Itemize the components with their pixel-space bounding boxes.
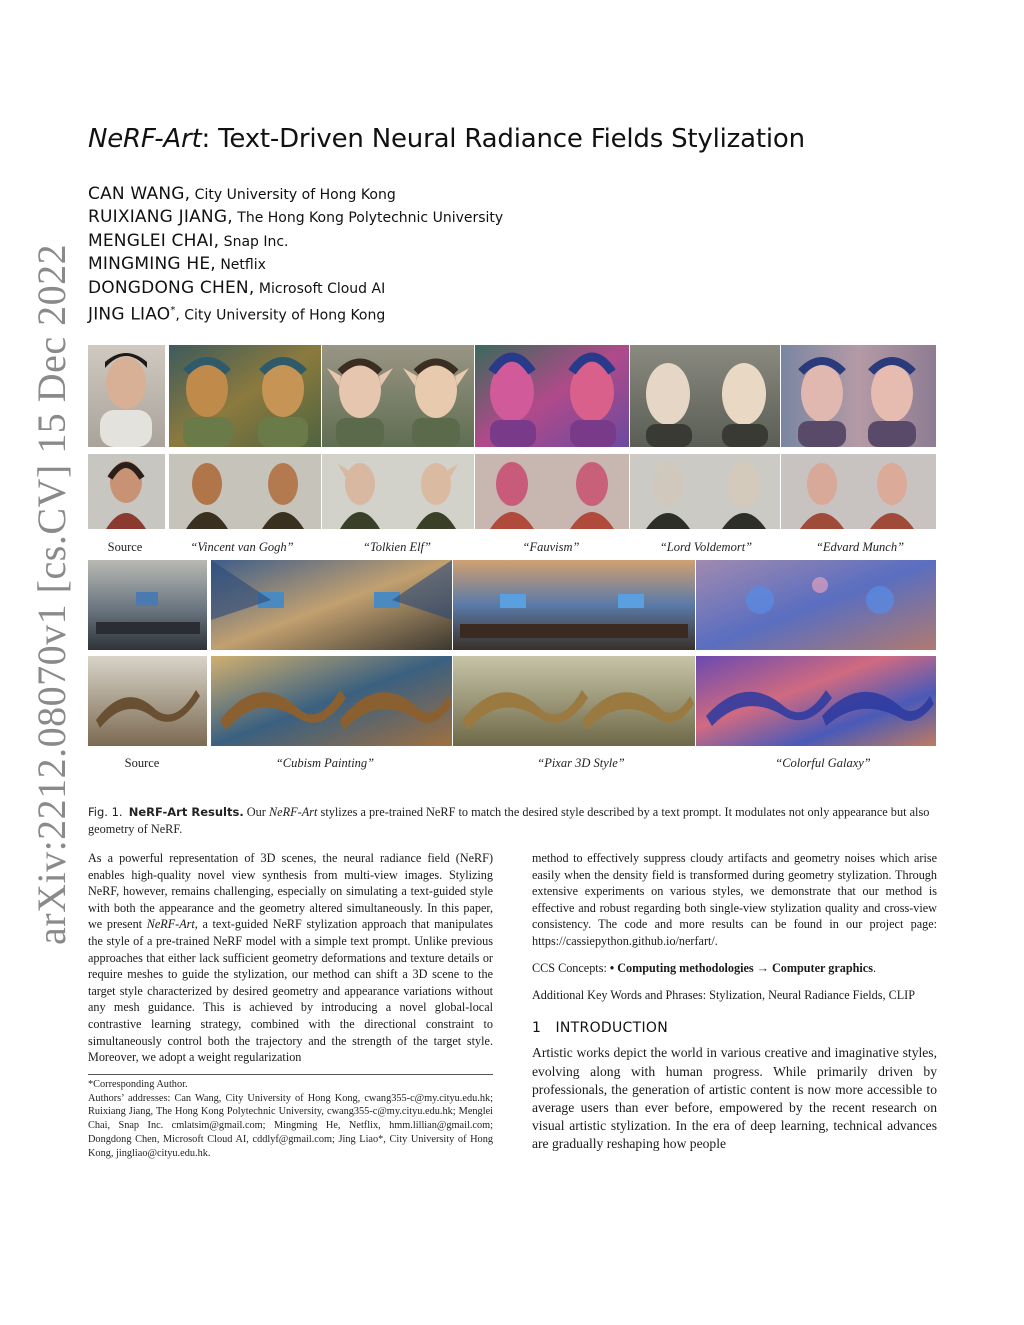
figure-caption-title: NeRF-Art Results. — [128, 805, 244, 819]
title-rest: : Text-Driven Neural Radiance Fields Stylization — [201, 124, 805, 154]
footnote-corresponding: *Corresponding Author. — [88, 1079, 188, 1090]
dinosaur-row — [88, 656, 936, 746]
author-affiliation: City University of Hong Kong — [190, 187, 396, 203]
abstract-text: As a powerful representation of 3D scenes, the neural radiance field (NeRF) enables high-quality novel view synthesis from multi-view images. Stylizing NeRF, however, remains challenging, especially on simulating a text-guided style with both the appearance and the geometry altered simultaneously. In this paper, we present — [88, 851, 493, 932]
label-fauvism: “Fauvism” — [522, 540, 580, 554]
arxiv-identifier: arXiv:2212.08070v1 [cs.CV] 15 Dec 2022 — [29, 243, 74, 945]
van-gogh-face-side — [169, 454, 321, 529]
abstract-left-column — [88, 850, 493, 1066]
label-source-faces: Source — [107, 540, 143, 554]
author-name: MENGLEI CHAI, — [88, 230, 220, 251]
label-cubism: “Cubism Painting” — [275, 756, 375, 770]
label-tolkien-elf: “Tolkien Elf” — [363, 540, 431, 554]
label-lord-voldemort: “Lord Voldemort” — [659, 540, 753, 554]
figure-number: Fig. 1. — [88, 805, 123, 819]
ccs-term: Computer graphics — [771, 960, 873, 975]
author-name: CAN WANG, — [88, 184, 191, 204]
abstract-paragraph — [88, 850, 493, 1066]
abstract-text: , a text-guided NeRF stylization approach that manipulates the style of a pre-trained NeRF model with a simple text prompt. Unlike previous approaches that either lack sufficient geometry deformations and texture details or require meshes to guide the stylization, our method can shift a 3D scene to the target style characterized by desired geometry and appearance variations without any mesh guidance. This is achieved by introducing a novel global-local contrastive learning strategy, combined with the directional constraint to simultaneously control both the trajectory and the strength of the target style. Moreover, we adopt a weight regularization — [88, 917, 494, 1065]
author-name: DONGDONG CHEN, — [88, 277, 255, 298]
footnote-rule — [88, 1074, 493, 1075]
author-affiliation: Netflix — [215, 257, 266, 274]
munch-face-side — [781, 454, 936, 529]
author-name: MINGMING HE, — [88, 254, 216, 275]
label-colorful-galaxy: “Colorful Galaxy” — [775, 756, 871, 770]
corresponding-mark: * — [170, 304, 176, 316]
author-affiliation: , City University of Hong Kong — [175, 307, 386, 324]
elf-face-side — [322, 454, 474, 529]
ccs-bullet: • — [609, 960, 618, 975]
keywords: Additional Key Words and Phrases: Stylization, Neural Radiance Fields, CLIP — [532, 988, 915, 1003]
abstract-right-column — [532, 850, 937, 1154]
face-row-front — [88, 345, 936, 447]
ccs-end: . — [872, 960, 876, 975]
face-row-side — [88, 454, 936, 529]
abstract-paragraph-continued: method to effectively suppress cloudy artifacts and geometry noises which arise easily when the density field is transformed during geometry stylization. Through extensive experiments on various styles, we demonstrate that our method is effective and robust regarding both single-view stylization quality and cross-view consistency. The code and more results can be found in our project page: https://cassiepython.github.io/nerfart/. — [532, 851, 937, 948]
galaxy-room — [696, 560, 936, 650]
author-name: JING LIAO — [88, 304, 171, 325]
ccs-concepts — [532, 960, 937, 977]
label-pixar: “Pixar 3D Style” — [537, 756, 625, 770]
author-affiliation: The Hong Kong Polytechnic University — [232, 210, 504, 227]
author-affiliation: Microsoft Cloud AI — [254, 280, 386, 297]
section-heading — [532, 1020, 937, 1037]
room-row — [88, 560, 936, 650]
label-van-gogh: “Vincent van Gogh” — [190, 540, 294, 554]
author-name: RUIXIANG JIANG, — [88, 207, 233, 228]
section-title: INTRODUCTION — [555, 1019, 668, 1036]
ccs-term: Computing methodologies — [617, 960, 754, 975]
section-number: 1 — [532, 1019, 542, 1036]
footnote-addresses: Authors’ addresses: Can Wang, City University of Hong Kong, cwang355-c@my.cityu.edu.hk; Ruixiang Jiang, The Hong Kong Polytechnic University, cwang355-c@my.cityu.edu.hk; Menglei Chai, Snap Inc. cmlatsim@gmail.com; Mingming He, Netflix, hmm.lillian@gmail.com; Dongdong Chen, Microsoft Cloud AI, cddlyf@gmail.com; Jing Liao*, City University of Hong Kong, jingliao@cityu.edu.hk. — [88, 1092, 493, 1159]
abstract-italic: NeRF-Art — [146, 917, 195, 932]
figure-caption — [88, 804, 938, 838]
ccs-prefix: CCS Concepts: — [532, 960, 610, 975]
caption-italic: NeRF-Art — [268, 805, 318, 819]
label-source-scenes: Source — [124, 756, 160, 770]
title-italic: NeRF-Art — [88, 124, 202, 154]
author-affiliation: Snap Inc. — [219, 233, 289, 250]
footnotes — [88, 1078, 493, 1160]
caption-text: stylizes a pre-trained NeRF to match the desired style described by a text prompt. It modulates not only appearance but also geometry of NeRF. — [88, 805, 930, 836]
caption-text: Our — [243, 805, 269, 819]
label-edvard-munch: “Edvard Munch” — [815, 540, 905, 554]
ccs-arrow: → — [753, 960, 772, 975]
introduction-text: Artistic works depict the world in various creative and imaginative styles, evolving along with human progress. While primarily driven by professionals, the generation of artistic content is now more accessible to average users than ever before, empowered by the recent research on visual artistic stylization. In the era of deep learning, technical advances are gradually reshaping how people — [532, 1045, 937, 1152]
